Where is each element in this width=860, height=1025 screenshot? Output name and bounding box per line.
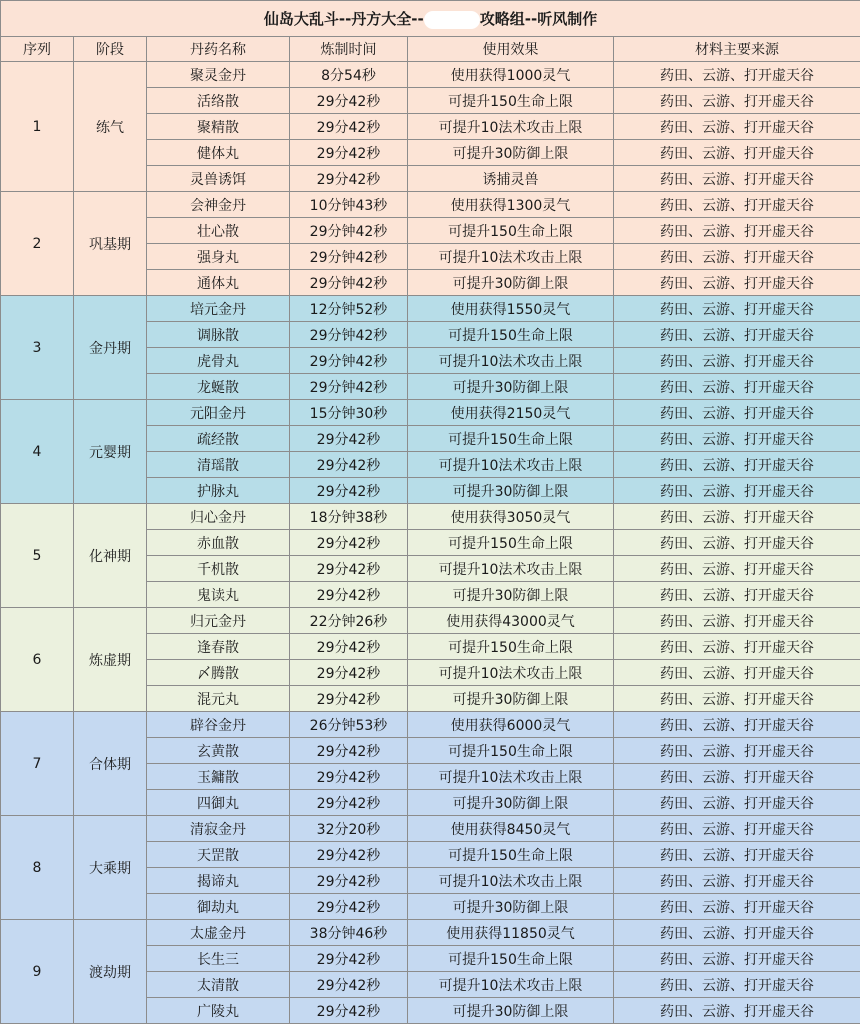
effect-cell: 可提升30防御上限: [408, 998, 614, 1024]
effect-cell: 可提升10法术攻击上限: [408, 660, 614, 686]
header-source: 材料主要来源: [614, 37, 860, 62]
name-cell: 太虚金丹: [147, 920, 290, 946]
seq-cell: 6: [1, 608, 74, 712]
source-cell: 药田、云游、打开虚天谷: [614, 868, 860, 894]
seq-cell: 2: [1, 192, 74, 296]
name-cell: 长生三: [147, 946, 290, 972]
name-cell: 疏经散: [147, 426, 290, 452]
title-redaction: [424, 11, 480, 29]
source-cell: 药田、云游、打开虚天谷: [614, 114, 860, 140]
title-text: 仙岛大乱斗--丹方大全--: [263, 10, 424, 28]
name-cell: 健体丸: [147, 140, 290, 166]
title-tail: 攻略组--听风制作: [479, 10, 598, 28]
name-cell: 清寂金丹: [147, 816, 290, 842]
stage-cell: 化神期: [74, 504, 147, 608]
source-cell: 药田、云游、打开虚天谷: [614, 140, 860, 166]
name-cell: 鬼读丸: [147, 582, 290, 608]
time-cell: 29分42秒: [290, 842, 408, 868]
source-cell: 药田、云游、打开虚天谷: [614, 374, 860, 400]
header-seq: 序列: [1, 37, 74, 62]
source-cell: 药田、云游、打开虚天谷: [614, 972, 860, 998]
time-cell: 10分钟43秒: [290, 192, 408, 218]
effect-cell: 可提升30防御上限: [408, 790, 614, 816]
seq-cell: 3: [1, 296, 74, 400]
source-cell: 药田、云游、打开虚天谷: [614, 842, 860, 868]
header-row: [1, 37, 860, 62]
effect-cell: 使用获得11850灵气: [408, 920, 614, 946]
table-row: [1, 608, 860, 634]
time-cell: 29分钟42秒: [290, 348, 408, 374]
name-cell: 玉鏞散: [147, 764, 290, 790]
name-cell: 会神金丹: [147, 192, 290, 218]
name-cell: 虎骨丸: [147, 348, 290, 374]
name-cell: 强身丸: [147, 244, 290, 270]
effect-cell: 使用获得2150灵气: [408, 400, 614, 426]
stage-cell: 大乘期: [74, 816, 147, 920]
time-cell: 29分42秒: [290, 946, 408, 972]
table-row: [1, 504, 860, 530]
effect-cell: 可提升10法术攻击上限: [408, 972, 614, 998]
stage-cell: 练气: [74, 62, 147, 192]
source-cell: 药田、云游、打开虚天谷: [614, 998, 860, 1024]
source-cell: 药田、云游、打开虚天谷: [614, 400, 860, 426]
name-cell: 灵兽诱饵: [147, 166, 290, 192]
time-cell: 29分42秒: [290, 868, 408, 894]
name-cell: 赤血散: [147, 530, 290, 556]
name-cell: 清瑶散: [147, 452, 290, 478]
effect-cell: 可提升150生命上限: [408, 946, 614, 972]
table-row: [1, 400, 860, 426]
name-cell: 混元丸: [147, 686, 290, 712]
time-cell: 29分42秒: [290, 894, 408, 920]
effect-cell: 使用获得43000灵气: [408, 608, 614, 634]
source-cell: 药田、云游、打开虚天谷: [614, 920, 860, 946]
table-row: [1, 296, 860, 322]
source-cell: 药田、云游、打开虚天谷: [614, 530, 860, 556]
source-cell: 药田、云游、打开虚天谷: [614, 166, 860, 192]
effect-cell: 可提升30防御上限: [408, 894, 614, 920]
time-cell: 26分钟53秒: [290, 712, 408, 738]
effect-cell: 可提升150生命上限: [408, 322, 614, 348]
time-cell: 29分钟42秒: [290, 270, 408, 296]
header-name: 丹药名称: [147, 37, 290, 62]
time-cell: 29分42秒: [290, 790, 408, 816]
header-stage: 阶段: [74, 37, 147, 62]
name-cell: 护脉丸: [147, 478, 290, 504]
source-cell: 药田、云游、打开虚天谷: [614, 790, 860, 816]
effect-cell: 可提升30防御上限: [408, 140, 614, 166]
header-effect: 使用效果: [408, 37, 614, 62]
time-cell: 29分42秒: [290, 686, 408, 712]
name-cell: 培元金丹: [147, 296, 290, 322]
source-cell: 药田、云游、打开虚天谷: [614, 634, 860, 660]
name-cell: 广陵丸: [147, 998, 290, 1024]
time-cell: 15分钟30秒: [290, 400, 408, 426]
seq-cell: 7: [1, 712, 74, 816]
effect-cell: 可提升150生命上限: [408, 426, 614, 452]
time-cell: 29分42秒: [290, 478, 408, 504]
seq-cell: 4: [1, 400, 74, 504]
name-cell: 太清散: [147, 972, 290, 998]
effect-cell: 诱捕灵兽: [408, 166, 614, 192]
source-cell: 药田、云游、打开虚天谷: [614, 738, 860, 764]
time-cell: 29分钟42秒: [290, 244, 408, 270]
title-row: [1, 1, 860, 37]
effect-cell: 可提升30防御上限: [408, 478, 614, 504]
source-cell: 药田、云游、打开虚天谷: [614, 816, 860, 842]
name-cell: 御劫丸: [147, 894, 290, 920]
time-cell: 29分42秒: [290, 582, 408, 608]
effect-cell: 可提升30防御上限: [408, 270, 614, 296]
stage-cell: 巩基期: [74, 192, 147, 296]
table-title: [1, 1, 860, 37]
effect-cell: 可提升150生命上限: [408, 530, 614, 556]
name-cell: 揭谛丸: [147, 868, 290, 894]
source-cell: 药田、云游、打开虚天谷: [614, 62, 860, 88]
seq-cell: 8: [1, 816, 74, 920]
time-cell: 29分42秒: [290, 452, 408, 478]
time-cell: 29分42秒: [290, 530, 408, 556]
source-cell: 药田、云游、打开虚天谷: [614, 322, 860, 348]
header-time: 炼制时间: [290, 37, 408, 62]
time-cell: 29分42秒: [290, 426, 408, 452]
time-cell: 29分42秒: [290, 114, 408, 140]
name-cell: 聚精散: [147, 114, 290, 140]
time-cell: 22分钟26秒: [290, 608, 408, 634]
name-cell: 四御丸: [147, 790, 290, 816]
table-row: [1, 920, 860, 946]
effect-cell: 使用获得1300灵气: [408, 192, 614, 218]
time-cell: 29分42秒: [290, 140, 408, 166]
time-cell: 29分42秒: [290, 556, 408, 582]
source-cell: 药田、云游、打开虚天谷: [614, 582, 860, 608]
time-cell: 29分钟42秒: [290, 218, 408, 244]
table-row: [1, 192, 860, 218]
time-cell: 29分42秒: [290, 764, 408, 790]
source-cell: 药田、云游、打开虚天谷: [614, 192, 860, 218]
effect-cell: 可提升10法术攻击上限: [408, 764, 614, 790]
effect-cell: 使用获得1000灵气: [408, 62, 614, 88]
source-cell: 药田、云游、打开虚天谷: [614, 504, 860, 530]
time-cell: 12分钟52秒: [290, 296, 408, 322]
effect-cell: 使用获得6000灵气: [408, 712, 614, 738]
effect-cell: 可提升10法术攻击上限: [408, 556, 614, 582]
effect-cell: 可提升30防御上限: [408, 582, 614, 608]
effect-cell: 可提升30防御上限: [408, 686, 614, 712]
source-cell: 药田、云游、打开虚天谷: [614, 244, 860, 270]
effect-cell: 可提升150生命上限: [408, 218, 614, 244]
source-cell: 药田、云游、打开虚天谷: [614, 296, 860, 322]
time-cell: 29分42秒: [290, 660, 408, 686]
source-cell: 药田、云游、打开虚天谷: [614, 894, 860, 920]
effect-cell: 可提升10法术攻击上限: [408, 114, 614, 140]
effect-cell: 可提升10法术攻击上限: [408, 348, 614, 374]
name-cell: 龙蜒散: [147, 374, 290, 400]
time-cell: 29分42秒: [290, 738, 408, 764]
time-cell: 8分54秒: [290, 62, 408, 88]
effect-cell: 使用获得1550灵气: [408, 296, 614, 322]
stage-cell: 合体期: [74, 712, 147, 816]
name-cell: 聚灵金丹: [147, 62, 290, 88]
stage-cell: 金丹期: [74, 296, 147, 400]
time-cell: 29分钟42秒: [290, 374, 408, 400]
effect-cell: 可提升150生命上限: [408, 842, 614, 868]
source-cell: 药田、云游、打开虚天谷: [614, 686, 860, 712]
table-row: [1, 712, 860, 738]
name-cell: 归心金丹: [147, 504, 290, 530]
name-cell: 玄黄散: [147, 738, 290, 764]
stage-cell: 渡劫期: [74, 920, 147, 1024]
name-cell: 天罡散: [147, 842, 290, 868]
source-cell: 药田、云游、打开虚天谷: [614, 88, 860, 114]
name-cell: 辟谷金丹: [147, 712, 290, 738]
effect-cell: 可提升30防御上限: [408, 374, 614, 400]
effect-cell: 可提升150生命上限: [408, 738, 614, 764]
source-cell: 药田、云游、打开虚天谷: [614, 764, 860, 790]
effect-cell: 使用获得8450灵气: [408, 816, 614, 842]
table-row: [1, 816, 860, 842]
source-cell: 药田、云游、打开虚天谷: [614, 946, 860, 972]
time-cell: 29分42秒: [290, 88, 408, 114]
source-cell: 药田、云游、打开虚天谷: [614, 660, 860, 686]
stage-cell: 元婴期: [74, 400, 147, 504]
seq-cell: 5: [1, 504, 74, 608]
time-cell: 29分钟42秒: [290, 322, 408, 348]
effect-cell: 可提升10法术攻击上限: [408, 868, 614, 894]
effect-cell: 可提升10法术攻击上限: [408, 452, 614, 478]
name-cell: 〆腾散: [147, 660, 290, 686]
name-cell: 千机散: [147, 556, 290, 582]
source-cell: 药田、云游、打开虚天谷: [614, 608, 860, 634]
effect-cell: 使用获得3050灵气: [408, 504, 614, 530]
source-cell: 药田、云游、打开虚天谷: [614, 556, 860, 582]
source-cell: 药田、云游、打开虚天谷: [614, 218, 860, 244]
name-cell: 逢春散: [147, 634, 290, 660]
source-cell: 药田、云游、打开虚天谷: [614, 452, 860, 478]
effect-cell: 可提升150生命上限: [408, 634, 614, 660]
source-cell: 药田、云游、打开虚天谷: [614, 478, 860, 504]
name-cell: 壮心散: [147, 218, 290, 244]
source-cell: 药田、云游、打开虚天谷: [614, 348, 860, 374]
source-cell: 药田、云游、打开虚天谷: [614, 426, 860, 452]
time-cell: 29分42秒: [290, 634, 408, 660]
name-cell: 活络散: [147, 88, 290, 114]
name-cell: 元阳金丹: [147, 400, 290, 426]
time-cell: 32分20秒: [290, 816, 408, 842]
source-cell: 药田、云游、打开虚天谷: [614, 712, 860, 738]
time-cell: 18分钟38秒: [290, 504, 408, 530]
source-cell: 药田、云游、打开虚天谷: [614, 270, 860, 296]
effect-cell: 可提升150生命上限: [408, 88, 614, 114]
name-cell: 调脉散: [147, 322, 290, 348]
name-cell: 通体丸: [147, 270, 290, 296]
name-cell: 归元金丹: [147, 608, 290, 634]
effect-cell: 可提升10法术攻击上限: [408, 244, 614, 270]
seq-cell: 9: [1, 920, 74, 1024]
time-cell: 29分42秒: [290, 166, 408, 192]
time-cell: 38分钟46秒: [290, 920, 408, 946]
time-cell: 29分42秒: [290, 972, 408, 998]
time-cell: 29分42秒: [290, 998, 408, 1024]
seq-cell: 1: [1, 62, 74, 192]
table-row: [1, 62, 860, 88]
stage-cell: 炼虚期: [74, 608, 147, 712]
